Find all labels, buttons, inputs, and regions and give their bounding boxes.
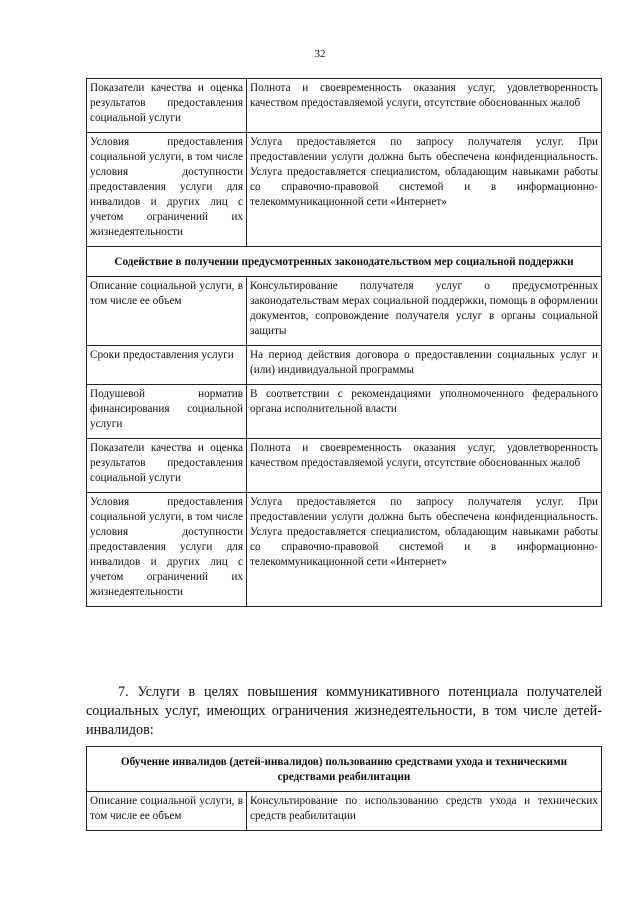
row-value: Консультирование получателя услуг о предусмотренных законодательствам мерах социальной поддержки, помощь в оформлении документов, сопровождение получателя услуг в органы социальной защиты xyxy=(247,277,602,346)
page-number: 32 xyxy=(314,48,326,60)
row-value: Услуга предоставляется по запросу получателя услуг. При предоставлении услуги должна быть обеспечена конфиденциальность. Услуга предоставляется специалистом, обладающим навыками работы со справочно-правовой системой и в информационно-телекоммуникационной сети «Интернет» xyxy=(247,133,602,247)
row-value: В соответствии с рекомендациями уполномоченного федерального органа исполнительной власти xyxy=(247,385,602,439)
row-label: Описание социальной услуги, в том числе ее объем xyxy=(87,277,247,346)
services-table-1 xyxy=(86,78,602,607)
row-label: Показатели качества и оценка результатов предоставления социальной услуги xyxy=(87,439,247,493)
row-value: Полнота и своевременность оказания услуг, удовлетворенность качеством предоставляемой услуги, отсутствие обоснованных жалоб xyxy=(247,79,602,133)
table-row xyxy=(87,277,602,346)
table-row xyxy=(87,346,602,385)
row-value: Услуга предоставляется по запросу получателя услуг. При предоставлении услуги должна быть обеспечена конфиденциальность. Услуга предоставляется специалистом, обладающим навыками работы со справочно-правовой системой и в информационно-телекоммуникационной сети «Интернет» xyxy=(247,493,602,607)
section-heading-row xyxy=(87,747,602,792)
section-heading-row xyxy=(87,247,602,277)
table-row xyxy=(87,439,602,493)
row-value: Консультирование по использованию средств ухода и технических средств реабилитации xyxy=(247,792,602,831)
section-paragraph: 7. Услуги в целях повышения коммуникативного потенциала получателей социальных услуг, имеющих ограничения жизнедеятельности, в том числе детей-инвалидов: xyxy=(86,684,602,738)
row-label: Условия предоставления социальной услуги, в том числе условия доступности предоставления услуги для инвалидов и других лиц с учетом ограничений их жизнедеятельности xyxy=(87,133,247,247)
row-label: Показатели качества и оценка результатов предоставления социальной услуги xyxy=(87,79,247,133)
section-heading: Обучение инвалидов (детей-инвалидов) пользованию средствами ухода и техническими средствами реабилитации xyxy=(87,747,602,792)
table-row xyxy=(87,493,602,607)
row-label: Сроки предоставления услуги xyxy=(87,346,247,385)
table-row xyxy=(87,133,602,247)
table-row xyxy=(87,792,602,831)
row-value: Полнота и своевременность оказания услуг, удовлетворенность качеством предоставляемой услуги, отсутствие обоснованных жалоб xyxy=(247,439,602,493)
table-row xyxy=(87,79,602,133)
services-table-2 xyxy=(86,746,602,831)
section-heading: Содействие в получении предусмотренных законодательством мер социальной поддержки xyxy=(87,247,602,277)
row-label: Условия предоставления социальной услуги, в том числе условия доступности предоставления услуги для инвалидов и других лиц с учетом ограничений их жизнедеятельности xyxy=(87,493,247,607)
row-value: На период действия договора о предоставлении социальных услуг и (или) индивидуальной программы xyxy=(247,346,602,385)
row-label: Описание социальной услуги, в том числе ее объем xyxy=(87,792,247,831)
table-row xyxy=(87,385,602,439)
row-label: Подушевой норматив финансирования социальной услуги xyxy=(87,385,247,439)
